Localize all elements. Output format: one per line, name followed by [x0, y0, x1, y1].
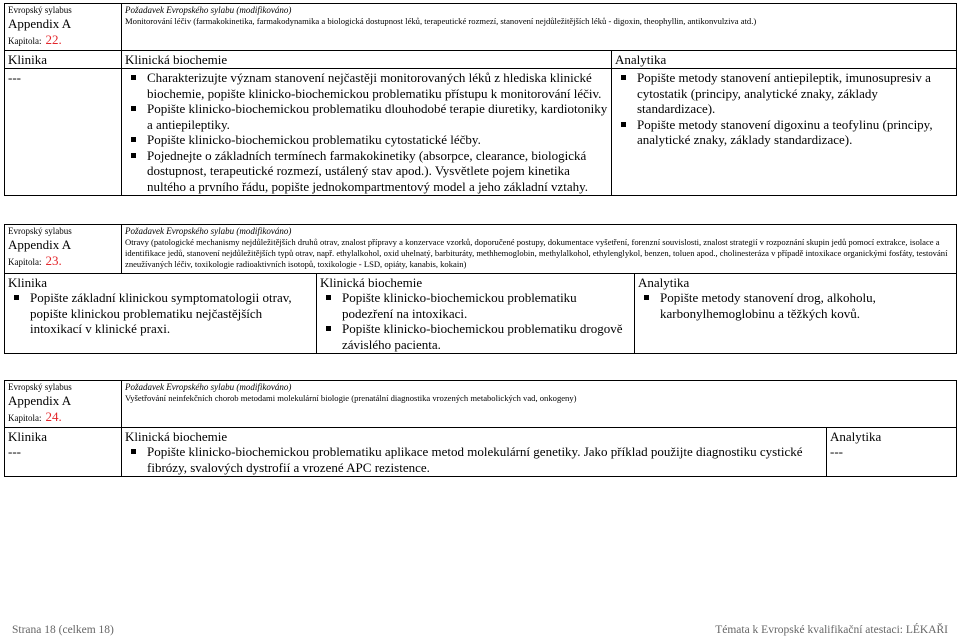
list-item: Pojednejte o základních termínech farmakokinetiky (absorpce, clearance, biologická dostupnost, terapeutické rozmezí, ustálený stav apod.). Vysvětlete pojem kinetika nultého a prvního řádu, popište jednokompartmentový model a jeho základní vztahy.: [125, 148, 608, 195]
list-item: Popište základní klinickou symptomatologii otrav, popište klinickou problematiku nejčastějších intoxikací v klinické praxi.: [8, 290, 313, 337]
header-biochemie: Klinická biochemie: [125, 429, 228, 444]
requirement-label: Požadavek Evropského sylabu (modifikováno): [125, 382, 292, 392]
list-item: Popište klinicko-biochemickou problematiku drogově závislého pacienta.: [320, 321, 631, 352]
list-item: Popište klinicko-biochemickou problematiku podezření na intoxikaci.: [320, 290, 631, 321]
chapter-22-table: [4, 3, 957, 196]
chapter-description: Monitorování léčiv (farmakokinetika, farmakodynamika a biologická dostupnost léků, terapeutické rozmezí, stanovení nejdůležitějších léků - digoxin, theophyllin, antikonvulziva atd.): [125, 16, 757, 26]
header-biochemie: Klinická biochemie: [122, 51, 612, 69]
chapter-label: Kapitola:: [8, 413, 42, 423]
requirement-label: Požadavek Evropského sylabu (modifikováno): [125, 5, 292, 15]
biochemie-content: [122, 69, 612, 196]
appendix-label: Appendix A: [8, 237, 72, 252]
biochemie-column: [122, 428, 827, 477]
header-analytika: Analytika: [612, 51, 957, 69]
klinika-content: ---: [5, 69, 122, 196]
page-number: Strana 18 (celkem 18): [12, 624, 114, 636]
syllabus-label: Evropský sylabus: [8, 5, 72, 15]
chapter-description: Otravy (patologické mechanismy nejdůležitějších druhů otrav, znalost přípravy a konzervace vzorků, doporučené postupy, dokumentace vyšetření, forenzní souvislosti, znalost strategií v rozpoznání skupin jedů pomocí extrakce, isolace a identifikace jedů, stanovení nejdůležitějších typů otrav, např. ethylalkohol, oxid uhelnatý, barbituráty, methhemoglobin, methylalkohol, ethylenglykol, benzen, toluen apod., cholinesteráza v případě intoxikace organickými fosfáty, testování zneužívaných léčiv, toxikologie radioaktivních isotopů, toxikologie - LSD, opiáty, kanabis, kokain): [125, 237, 948, 269]
chapter-22-id-cell: [5, 4, 122, 51]
header-klinika: Klinika: [8, 275, 47, 290]
document-title: Témata k Evropské kvalifikační atestaci: LÉKAŘI: [715, 624, 948, 636]
chapter-23-description-cell: [122, 225, 957, 274]
chapter-label: Kapitola:: [8, 257, 42, 267]
analytika-column: [827, 428, 957, 477]
chapter-23-table: [4, 224, 957, 354]
chapter-number: 22.: [45, 32, 62, 47]
klinika-content: ---: [8, 444, 21, 459]
chapter-description: Vyšetřování neinfekčních chorob metodami molekulární biologie (prenatální diagnostika vrozených metabolických vad, onkogeny): [125, 393, 577, 403]
header-analytika: Analytika: [830, 429, 882, 444]
syllabus-label: Evropský sylabus: [8, 382, 72, 392]
syllabus-label: Evropský sylabus: [8, 226, 72, 236]
list-item: Charakterizujte význam stanovení nejčastěji monitorovaných léků z hlediska klinické biochemie, popište klinicko-biochemickou problematiku přístupu k monitorování léčiv.: [125, 70, 608, 101]
header-klinika: Klinika: [5, 51, 122, 69]
chapter-23-id-cell: [5, 225, 122, 274]
list-item: Popište metody stanovení digoxinu a teofylinu (principy, analytické znaky, základy standardizace).: [615, 117, 953, 148]
appendix-label: Appendix A: [8, 16, 72, 31]
biochemie-column: [317, 274, 635, 354]
requirement-label: Požadavek Evropského sylabu (modifikováno): [125, 226, 292, 236]
klinika-column: [5, 428, 122, 477]
klinika-column: [5, 274, 317, 354]
list-item: Popište klinicko-biochemickou problematiku cytostatické léčby.: [125, 132, 608, 148]
header-analytika: Analytika: [638, 275, 690, 290]
analytika-content: ---: [830, 444, 843, 459]
chapter-number: 24.: [45, 409, 62, 424]
chapter-24-table: [4, 380, 957, 477]
chapter-number: 23.: [45, 253, 62, 268]
header-klinika: Klinika: [8, 429, 47, 444]
chapter-label: Kapitola:: [8, 36, 42, 46]
chapter-24-id-cell: [5, 381, 122, 428]
chapter-24-description-cell: [122, 381, 957, 428]
list-item: Popište metody stanovení drog, alkoholu, karbonylhemoglobinu a těžkých kovů.: [638, 290, 953, 321]
appendix-label: Appendix A: [8, 393, 72, 408]
list-item: Popište metody stanovení antiepileptik, imunosupresiv a cytostatik (principy, analytické znaky, základy standardizace).: [615, 70, 953, 117]
analytika-content: [612, 69, 957, 196]
list-item: Popište klinicko-biochemickou problematiku aplikace metod molekulární genetiky. Jako příklad použijte diagnostiku cystické fibrózy, svalových dystrofií a vrozené APC rezistence.: [125, 444, 823, 475]
analytika-column: [635, 274, 957, 354]
chapter-22-description-cell: [122, 4, 957, 51]
header-biochemie: Klinická biochemie: [320, 275, 423, 290]
list-item: Popište klinicko-biochemickou problematiku dlouhodobé terapie diuretiky, kardiotoniky a antiepileptiky.: [125, 101, 608, 132]
